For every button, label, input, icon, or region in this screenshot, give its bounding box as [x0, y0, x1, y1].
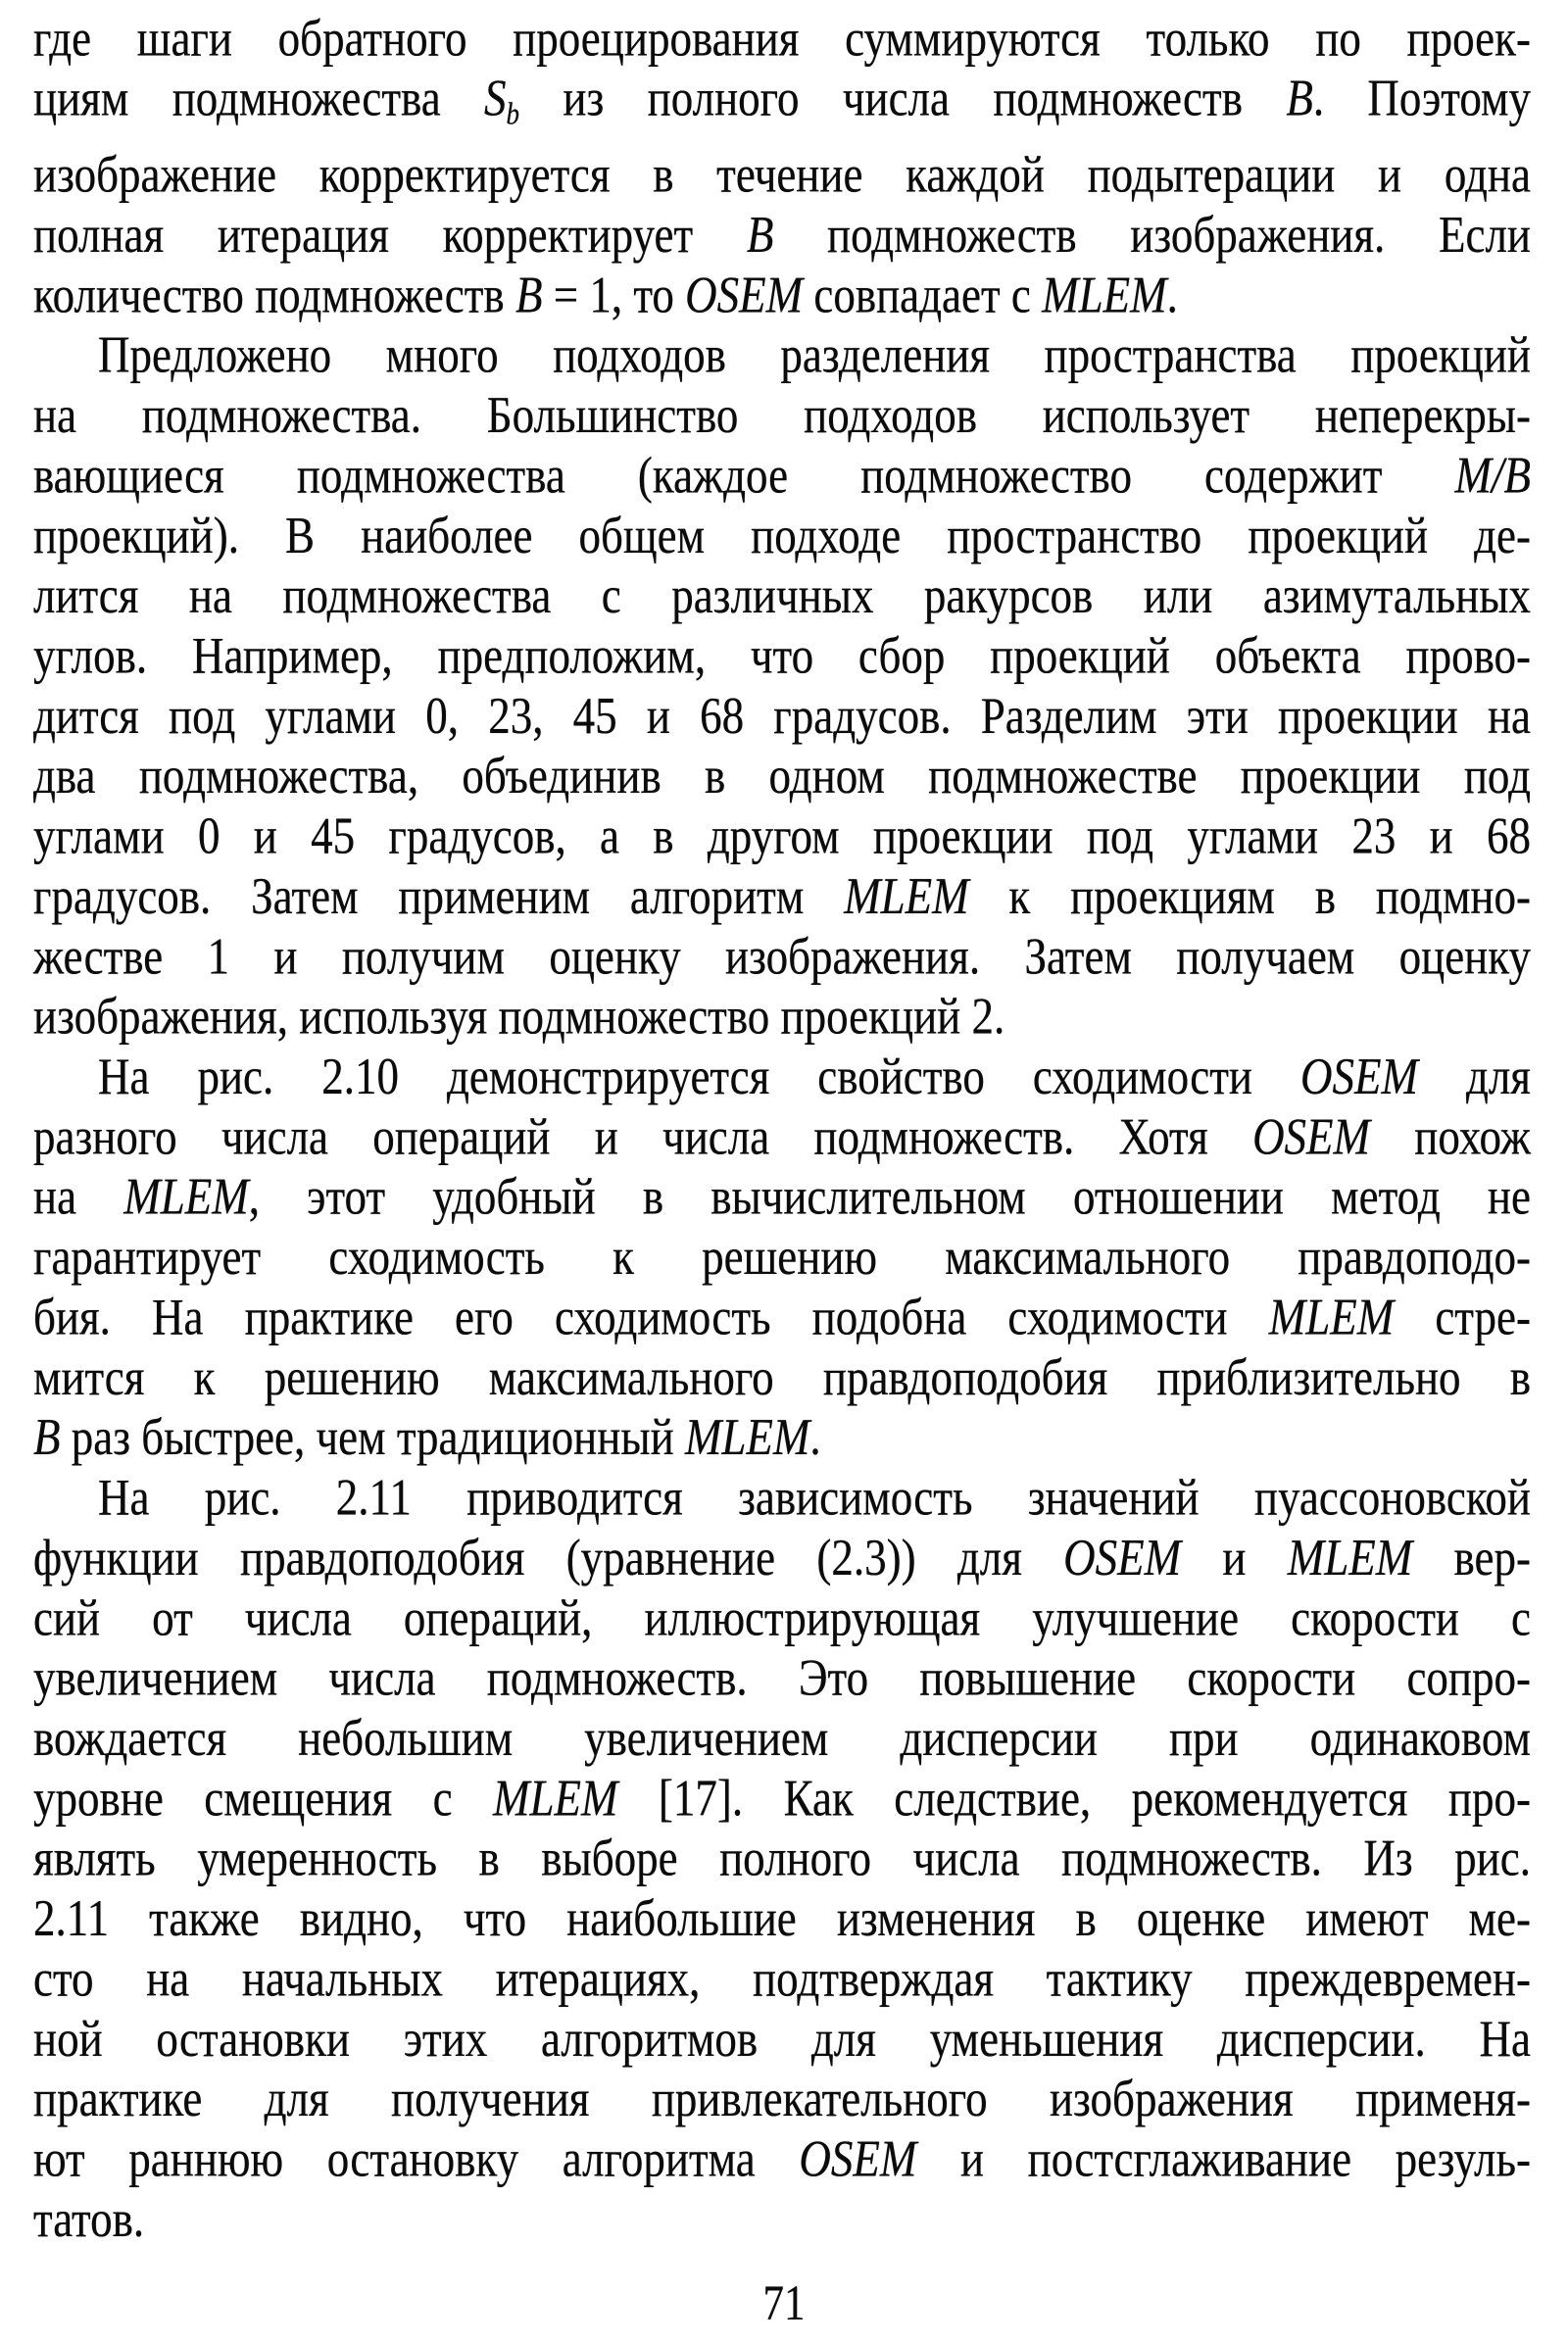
text-segment: OSEM — [1063, 1528, 1182, 1586]
page-number: 71 — [762, 2276, 806, 2331]
text-segment: MLEM — [844, 866, 969, 925]
paragraph — [33, 1046, 1531, 1467]
text-segment: к проекциям в подмно- — [968, 866, 1531, 925]
text-segment: на подмножества. Большинство подходов использует неперекры- — [33, 385, 1531, 444]
text-line — [33, 2188, 1531, 2248]
text-segment: ют раннюю остановку алгоритма — [33, 2128, 800, 2187]
text-line — [33, 925, 1531, 985]
text-segment: для — [1417, 1047, 1531, 1105]
subscript-text: b — [506, 96, 520, 131]
text-line — [33, 564, 1531, 624]
text-line — [33, 264, 1531, 323]
text-line — [33, 2128, 1531, 2188]
text-segment: сий от числа операций, иллюстрирующая улучшение скорости с — [33, 1587, 1531, 1646]
text-segment: стре- — [1394, 1287, 1531, 1345]
text-line — [33, 1887, 1531, 1947]
paragraph — [33, 324, 1531, 1046]
text-line — [33, 1287, 1531, 1346]
text-line — [33, 384, 1531, 444]
text-segment: . Поэтому — [1312, 69, 1531, 127]
text-segment: [17]. Как следствие, рекомендуется про- — [617, 1768, 1531, 1827]
text-segment: OSEM — [1299, 1047, 1418, 1105]
text-segment: вающиеся подмножества (каждое подмножество содержит — [33, 445, 1455, 504]
text-line — [33, 505, 1531, 564]
text-segment: два подмножества, объединив в одном подмножестве проекции под — [33, 746, 1531, 805]
text-segment: изображения, используя подмножество проекций 2. — [33, 986, 1005, 1045]
text-segment: практике для получения привлекательного изображения применя- — [33, 2069, 1531, 2127]
text-segment: и постсглаживание резуль- — [916, 2128, 1531, 2187]
text-line — [33, 204, 1531, 264]
text-segment: разного числа операций и числа подмножеств. Хотя — [33, 1106, 1253, 1165]
text-segment: MLEM — [1042, 265, 1167, 323]
text-segment: На рис. 2.10 демонстрируется свойство сходимости — [98, 1047, 1300, 1105]
paragraph — [33, 8, 1531, 324]
text-segment: подмножеств изображения. Если — [773, 205, 1531, 264]
text-segment: бия. На практике его сходимость подобна сходимости — [33, 1287, 1269, 1345]
text-segment: вер- — [1412, 1528, 1531, 1586]
text-line — [33, 324, 1531, 384]
text-segment: из полного числа подмножеств — [519, 69, 1287, 127]
paragraph — [33, 1467, 1531, 2249]
text-segment: OSEM — [799, 2128, 917, 2187]
text-segment: уровне смещения с — [33, 1768, 493, 1827]
text-line — [33, 745, 1531, 805]
text-segment: B — [33, 1407, 61, 1466]
text-segment: мится к решению максимального правдоподобия приблизительно в — [33, 1347, 1531, 1406]
text-line — [33, 68, 1531, 143]
text-segment: MLEM — [1268, 1287, 1395, 1345]
text-segment: = 1, то — [542, 265, 686, 323]
text-line — [33, 1226, 1531, 1286]
text-line — [33, 986, 1531, 1046]
text-line — [33, 1647, 1531, 1707]
text-segment: количество подмножеств — [33, 265, 515, 323]
text-line — [33, 2008, 1531, 2068]
text-segment: M/B — [1454, 445, 1531, 504]
text-line — [33, 144, 1531, 204]
text-segment: жестве 1 и получим оценку изображения. Затем получаем оценку — [33, 926, 1531, 985]
text-segment: OSEM — [1252, 1106, 1371, 1165]
text-segment: на — [33, 1167, 124, 1226]
text-line — [33, 445, 1531, 505]
text-segment: MLEM — [684, 1407, 810, 1466]
text-segment: проекций). В наиболее общем подходе пространство проекций де- — [33, 506, 1531, 564]
text-segment: дится под углами 0, 23, 45 и 68 градусов. Разделим эти проекции на — [33, 686, 1531, 745]
text-segment: . — [1166, 265, 1178, 323]
text-line — [33, 1406, 1531, 1466]
text-line — [33, 1828, 1531, 1887]
text-segment: . — [809, 1407, 821, 1466]
text-segment: и — [1181, 1528, 1288, 1586]
text-segment: ной остановки этих алгоритмов для уменьшения дисперсии. На — [33, 2009, 1531, 2068]
text-line — [33, 2068, 1531, 2127]
text-line — [33, 1346, 1531, 1406]
text-segment: 2.11 также видно, что наибольшие изменения в оценке имеют ме- — [33, 1888, 1531, 1947]
text-segment: совпадает с — [803, 265, 1043, 323]
text-line — [33, 1467, 1531, 1527]
text-segment: похож — [1370, 1106, 1531, 1165]
text-line — [33, 805, 1531, 865]
text-segment: OSEM — [685, 265, 804, 323]
text-segment: вождается небольшим увеличением дисперсии при одинаковом — [33, 1708, 1531, 1767]
text-line — [33, 1166, 1531, 1226]
text-line — [33, 865, 1531, 925]
text-segment: B — [1286, 69, 1313, 127]
text-line — [33, 625, 1531, 685]
text-segment: углов. Например, предположим, что сбор проекций объекта прово- — [33, 625, 1531, 684]
text-segment: B — [514, 265, 543, 323]
text-line — [33, 1767, 1531, 1827]
text-segment: циям подмножества — [33, 69, 485, 127]
text-line — [33, 1586, 1531, 1646]
text-segment: На рис. 2.11 приводится зависимость значений пуассоновской — [98, 1467, 1531, 1526]
text-segment: , этот удобный в вычислительном отношении метод не — [248, 1167, 1531, 1226]
text-line — [33, 1527, 1531, 1586]
text-line — [33, 8, 1531, 68]
text-block — [33, 8, 1531, 2248]
text-segment: татов. — [33, 2189, 145, 2248]
text-segment: углами 0 и 45 градусов, а в другом проекции под углами 23 и 68 — [33, 805, 1531, 864]
text-segment: раз быстрее, чем традиционный — [60, 1407, 685, 1466]
text-segment: MLEM — [493, 1768, 618, 1827]
text-line — [33, 1046, 1531, 1105]
text-segment: полная итерация корректирует — [33, 205, 747, 264]
text-segment: увеличением числа подмножеств. Это повышение скорости сопро- — [33, 1647, 1531, 1706]
text-segment: MLEM — [123, 1167, 249, 1226]
text-segment: являть умеренность в выборе полного числа подмножеств. Из рис. — [33, 1828, 1531, 1886]
text-segment: изображение корректируется в течение каждой подытерации и одна — [33, 144, 1531, 203]
text-segment: Предложено много подходов разделения пространства проекций — [98, 324, 1531, 383]
text-line — [33, 685, 1531, 745]
text-segment: градусов. Затем применим алгоритм — [33, 866, 845, 925]
text-line — [33, 1105, 1531, 1165]
text-segment: где шаги обратного проецирования суммируются только по проек- — [33, 9, 1531, 68]
text-line — [33, 1948, 1531, 2008]
text-segment: функции правдоподобия (уравнение (2.3)) для — [33, 1528, 1064, 1586]
text-segment: MLEM — [1287, 1528, 1413, 1586]
text-segment: сто на начальных итерациях, подтверждая тактику преждевремен- — [33, 1948, 1531, 2007]
text-line — [33, 1707, 1531, 1767]
text-segment: S — [484, 69, 507, 127]
text-segment: лится на подмножества с различных ракурсов или азимутальных — [33, 565, 1531, 624]
text-segment: гарантирует сходимость к решению максимального правдоподо- — [33, 1227, 1531, 1286]
text-segment: B — [746, 205, 774, 264]
